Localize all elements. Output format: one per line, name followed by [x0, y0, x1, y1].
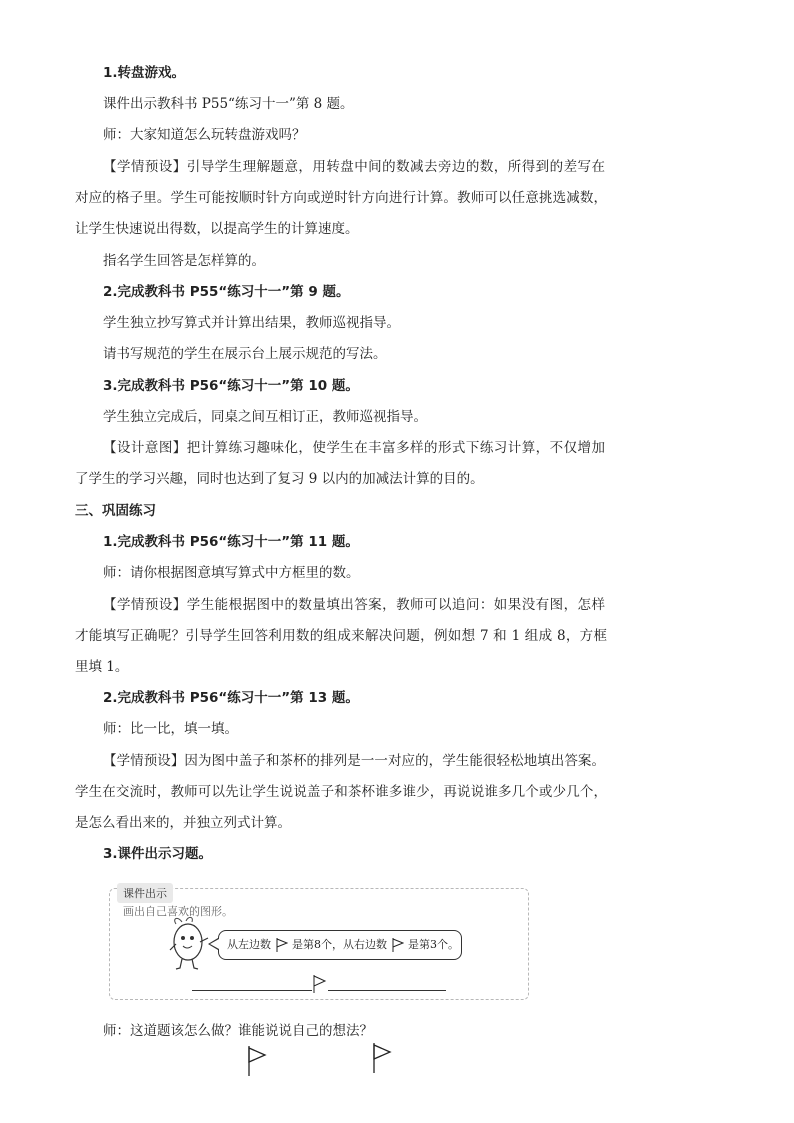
paragraph: 课件出示教科书 P55“练习十一”第 8 题。 [103, 96, 354, 112]
preview-line: 让学生快速说出得数，以提高学生的计算速度。 [75, 221, 359, 237]
exercise-tab: 课件出示 [117, 883, 173, 903]
section-heading: 2.完成教科书 P56“练习十一”第 13 题。 [103, 690, 359, 706]
section-heading: 2.完成教科书 P55“练习十一”第 9 题。 [103, 284, 350, 300]
exercise-instruction: 画出自己喜欢的图形。 [123, 905, 233, 918]
speech-bubble [218, 930, 462, 960]
preview-line: 学生在交流时，教师可以先让学生说说盖子和茶杯谁多谁少，再说说谁多几个或少几个， [75, 784, 607, 800]
section-heading: 3.完成教科书 P56“练习十一”第 10 题。 [103, 378, 359, 394]
paragraph: 请书写规范的学生在展示台上展示规范的写法。 [103, 346, 387, 362]
preview-line: 【学情预设】学生能根据图中的数量填出答案，教师可以追问：如果没有图，怎样 [103, 597, 605, 613]
part-title: 三、巩固练习 [75, 503, 156, 519]
section-heading: 3.课件出示习题。 [103, 846, 213, 862]
paragraph: 师：请你根据图意填写算式中方框里的数。 [103, 565, 360, 581]
design-line: 了学生的学习兴趣，同时也达到了复习 9 以内的加减法计算的目的。 [75, 471, 484, 487]
flag-icon [276, 938, 288, 952]
answer-line-right [328, 990, 446, 991]
design-line: 【设计意图】把计算练习趣味化，使学生在丰富多样的形式下练习计算，不仅增加 [103, 440, 605, 456]
preview-line: 对应的格子里。学生可能按顺时针方向或逆时针方向进行计算。教师可以任意挑选减数， [75, 190, 607, 206]
section-heading: 1.完成教科书 P56“练习十一”第 11 题。 [103, 534, 359, 550]
paragraph: 指名学生回答是怎样算的。 [103, 253, 265, 269]
mascot-illustration [168, 916, 212, 972]
preview-line: 才能填写正确呢？引导学生回答利用数的组成来解决问题，例如想 7 和 1 组成 8，方框 [75, 628, 607, 644]
paragraph: 师：大家知道怎么玩转盘游戏吗？ [103, 127, 306, 143]
flag-icon [392, 938, 404, 952]
paragraph: 师：这道题该怎么做？谁能说说自己的想法？ [103, 1023, 373, 1039]
bubble-text-3: 是第3个。 [408, 938, 459, 951]
bubble-tail-inner [210, 939, 219, 949]
bubble-text-2: 是第8个，从右边数 [292, 938, 387, 951]
flag-icon [313, 975, 327, 993]
preview-line: 【学情预设】引导学生理解题意，用转盘中间的数减去旁边的数，所得到的差写在 [103, 159, 605, 175]
preview-line: 【学情预设】因为图中盖子和茶杯的排列是一一对应的，学生能很轻松地填出答案。 [103, 753, 605, 769]
section-heading: 1.转盘游戏。 [103, 65, 186, 81]
preview-line: 是怎么看出来的，并独立列式计算。 [75, 815, 291, 831]
answer-line-left [192, 990, 312, 991]
paragraph: 学生独立抄写算式并计算出结果，教师巡视指导。 [103, 315, 400, 331]
bubble-text-1: 从左边数 [227, 938, 271, 951]
paragraph: 师：比一比，填一填。 [103, 721, 238, 737]
flag-icon [247, 1046, 267, 1076]
preview-line: 里填 1。 [75, 659, 129, 675]
flag-icon [372, 1043, 392, 1073]
paragraph: 学生独立完成后，同桌之间互相订正，教师巡视指导。 [103, 409, 427, 425]
